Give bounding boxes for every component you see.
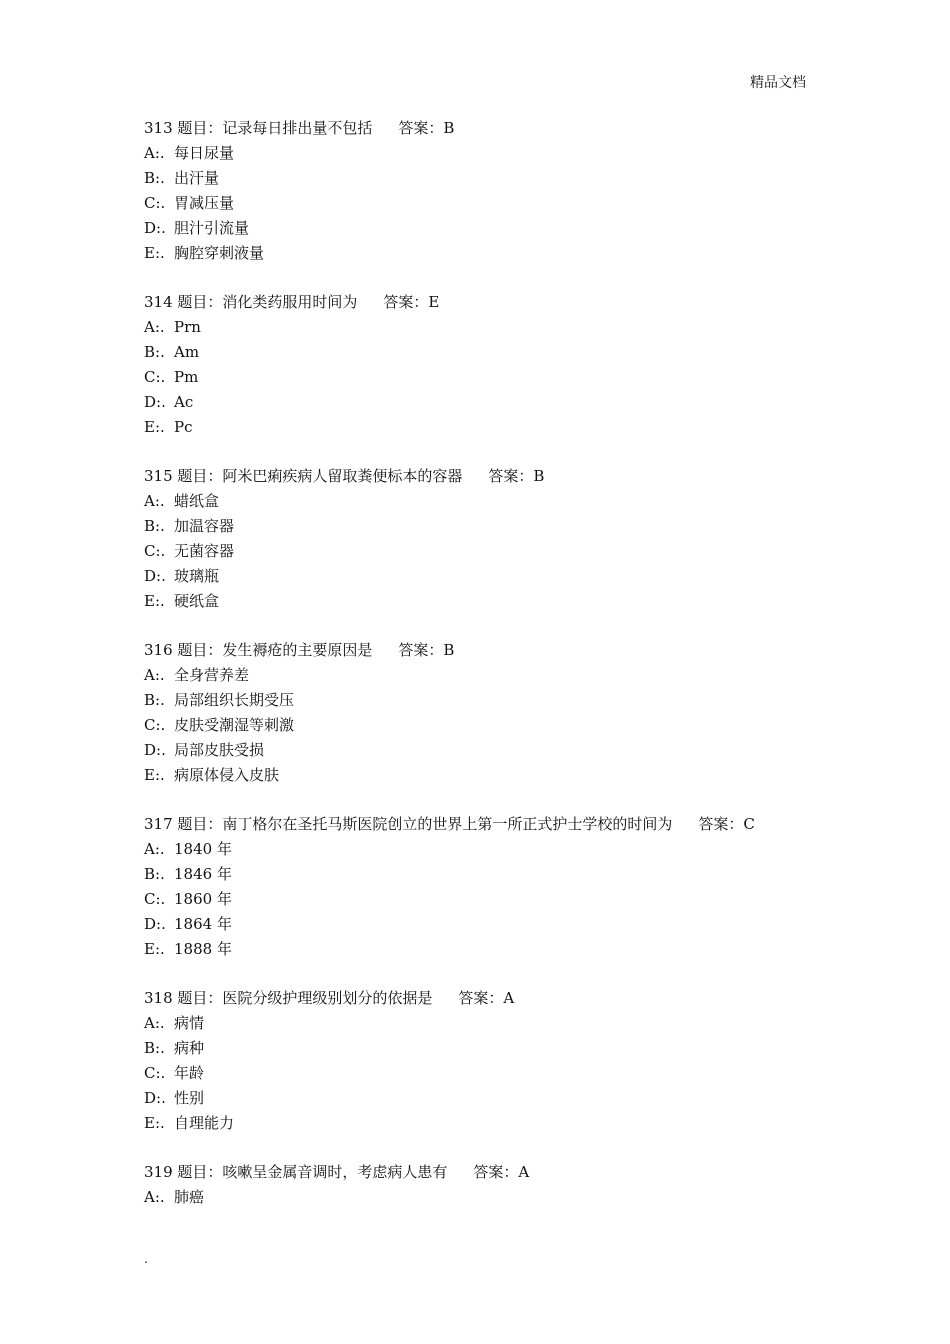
question-answer: 答案：C bbox=[698, 815, 755, 833]
question-title: 313 题目：记录每日排出量不包括 bbox=[144, 119, 373, 137]
option-text: 病情 bbox=[174, 1014, 205, 1032]
question-title: 314 题目：消化类药服用时间为 bbox=[144, 293, 358, 311]
option-text: 胃减压量 bbox=[174, 194, 235, 212]
option-text: 胸腔穿刺液量 bbox=[174, 244, 265, 262]
question-list bbox=[144, 116, 824, 1234]
option-text: 胆汁引流量 bbox=[174, 219, 250, 237]
question-answer: 答案：A bbox=[458, 989, 515, 1007]
option-letter: D:. bbox=[144, 915, 166, 933]
option-text: 加温容器 bbox=[174, 517, 235, 535]
option-letter: E:. bbox=[144, 418, 165, 436]
option-b bbox=[144, 166, 824, 191]
option-d bbox=[144, 912, 824, 937]
option-text: 1864 年 bbox=[174, 915, 232, 933]
option-letter: A:. bbox=[144, 1188, 165, 1206]
option-letter: B:. bbox=[144, 169, 165, 187]
option-letter: E:. bbox=[144, 766, 165, 784]
question-title-line bbox=[144, 464, 824, 489]
option-c bbox=[144, 713, 824, 738]
question-answer: 答案：B bbox=[398, 119, 455, 137]
option-letter: E:. bbox=[144, 592, 165, 610]
option-letter: B:. bbox=[144, 691, 165, 709]
option-c bbox=[144, 539, 824, 564]
option-letter: D:. bbox=[144, 219, 166, 237]
option-text: 每日尿量 bbox=[174, 144, 235, 162]
option-letter: B:. bbox=[144, 343, 165, 361]
option-a bbox=[144, 489, 824, 514]
option-letter: E:. bbox=[144, 940, 165, 958]
option-letter: A:. bbox=[144, 144, 165, 162]
question-317 bbox=[144, 812, 824, 962]
question-313 bbox=[144, 116, 824, 266]
option-text: 1840 年 bbox=[174, 840, 232, 858]
option-letter: D:. bbox=[144, 741, 166, 759]
option-letter: D:. bbox=[144, 567, 166, 585]
option-letter: B:. bbox=[144, 517, 165, 535]
option-e bbox=[144, 937, 824, 962]
option-e bbox=[144, 1111, 824, 1136]
option-text: Prn bbox=[174, 318, 201, 336]
option-letter: B:. bbox=[144, 1039, 165, 1057]
option-c bbox=[144, 887, 824, 912]
option-d bbox=[144, 1086, 824, 1111]
question-319 bbox=[144, 1160, 824, 1210]
option-letter: C:. bbox=[144, 1064, 166, 1082]
option-a bbox=[144, 837, 824, 862]
option-a bbox=[144, 141, 824, 166]
option-a bbox=[144, 1011, 824, 1036]
option-e bbox=[144, 589, 824, 614]
option-text: 无菌容器 bbox=[174, 542, 235, 560]
option-letter: A:. bbox=[144, 318, 165, 336]
question-title: 316 题目：发生褥疮的主要原因是 bbox=[144, 641, 373, 659]
option-letter: A:. bbox=[144, 492, 165, 510]
option-letter: A:. bbox=[144, 1014, 165, 1032]
option-c bbox=[144, 191, 824, 216]
option-letter: D:. bbox=[144, 393, 166, 411]
option-a bbox=[144, 663, 824, 688]
option-text: 自理能力 bbox=[174, 1114, 235, 1132]
question-title: 317 题目：南丁格尔在圣托马斯医院创立的世界上第一所正式护士学校的时间为 bbox=[144, 815, 673, 833]
option-b bbox=[144, 862, 824, 887]
option-letter: B:. bbox=[144, 865, 165, 883]
option-d bbox=[144, 390, 824, 415]
option-letter: C:. bbox=[144, 368, 166, 386]
question-title-line bbox=[144, 812, 824, 837]
option-letter: D:. bbox=[144, 1089, 166, 1107]
question-title-line bbox=[144, 986, 824, 1011]
option-b bbox=[144, 1036, 824, 1061]
option-b bbox=[144, 340, 824, 365]
option-text: 1846 年 bbox=[174, 865, 232, 883]
option-text: 局部组织长期受压 bbox=[174, 691, 295, 709]
question-answer: 答案：B bbox=[488, 467, 545, 485]
option-e bbox=[144, 241, 824, 266]
option-letter: C:. bbox=[144, 194, 166, 212]
option-text: Ac bbox=[174, 393, 194, 411]
option-text: 局部皮肤受损 bbox=[174, 741, 265, 759]
option-text: 硬纸盒 bbox=[174, 592, 220, 610]
question-title-line bbox=[144, 116, 824, 141]
option-letter: C:. bbox=[144, 716, 166, 734]
question-answer: 答案：B bbox=[398, 641, 455, 659]
question-title: 315 题目：阿米巴痢疾病人留取粪便标本的容器 bbox=[144, 467, 463, 485]
option-text: 全身营养差 bbox=[174, 666, 250, 684]
option-letter: E:. bbox=[144, 244, 165, 262]
question-answer: 答案：A bbox=[473, 1163, 530, 1181]
question-answer: 答案：E bbox=[383, 293, 440, 311]
option-text: 年龄 bbox=[174, 1064, 205, 1082]
option-a bbox=[144, 315, 824, 340]
option-b bbox=[144, 688, 824, 713]
option-d bbox=[144, 216, 824, 241]
option-d bbox=[144, 564, 824, 589]
option-letter: E:. bbox=[144, 1114, 165, 1132]
option-text: 病原体侵入皮肤 bbox=[174, 766, 280, 784]
question-title: 319 题目：咳嗽呈金属音调时，考虑病人患有 bbox=[144, 1163, 448, 1181]
option-text: 性别 bbox=[174, 1089, 205, 1107]
option-a bbox=[144, 1185, 824, 1210]
question-title-line bbox=[144, 290, 824, 315]
option-letter: A:. bbox=[144, 840, 165, 858]
option-text: Pm bbox=[174, 368, 199, 386]
option-text: Pc bbox=[174, 418, 193, 436]
option-b bbox=[144, 514, 824, 539]
question-title: 318 题目：医院分级护理级别划分的依据是 bbox=[144, 989, 433, 1007]
question-318 bbox=[144, 986, 824, 1136]
option-text: 玻璃瓶 bbox=[174, 567, 220, 585]
option-letter: C:. bbox=[144, 890, 166, 908]
header-note: 精品文档 bbox=[750, 75, 806, 91]
option-text: 蜡纸盒 bbox=[174, 492, 220, 510]
option-e bbox=[144, 763, 824, 788]
option-d bbox=[144, 738, 824, 763]
option-c bbox=[144, 1061, 824, 1086]
option-e bbox=[144, 415, 824, 440]
option-text: 出汗量 bbox=[174, 169, 220, 187]
question-315 bbox=[144, 464, 824, 614]
option-text: 皮肤受潮湿等刺激 bbox=[174, 716, 295, 734]
option-text: Am bbox=[174, 343, 200, 361]
footer-mark: . bbox=[144, 1252, 148, 1266]
question-314 bbox=[144, 290, 824, 440]
option-text: 1860 年 bbox=[174, 890, 232, 908]
option-letter: A:. bbox=[144, 666, 165, 684]
option-c bbox=[144, 365, 824, 390]
question-316 bbox=[144, 638, 824, 788]
question-title-line bbox=[144, 638, 824, 663]
option-letter: C:. bbox=[144, 542, 166, 560]
option-text: 病种 bbox=[174, 1039, 205, 1057]
question-title-line bbox=[144, 1160, 824, 1185]
option-text: 肺癌 bbox=[174, 1188, 205, 1206]
option-text: 1888 年 bbox=[174, 940, 232, 958]
